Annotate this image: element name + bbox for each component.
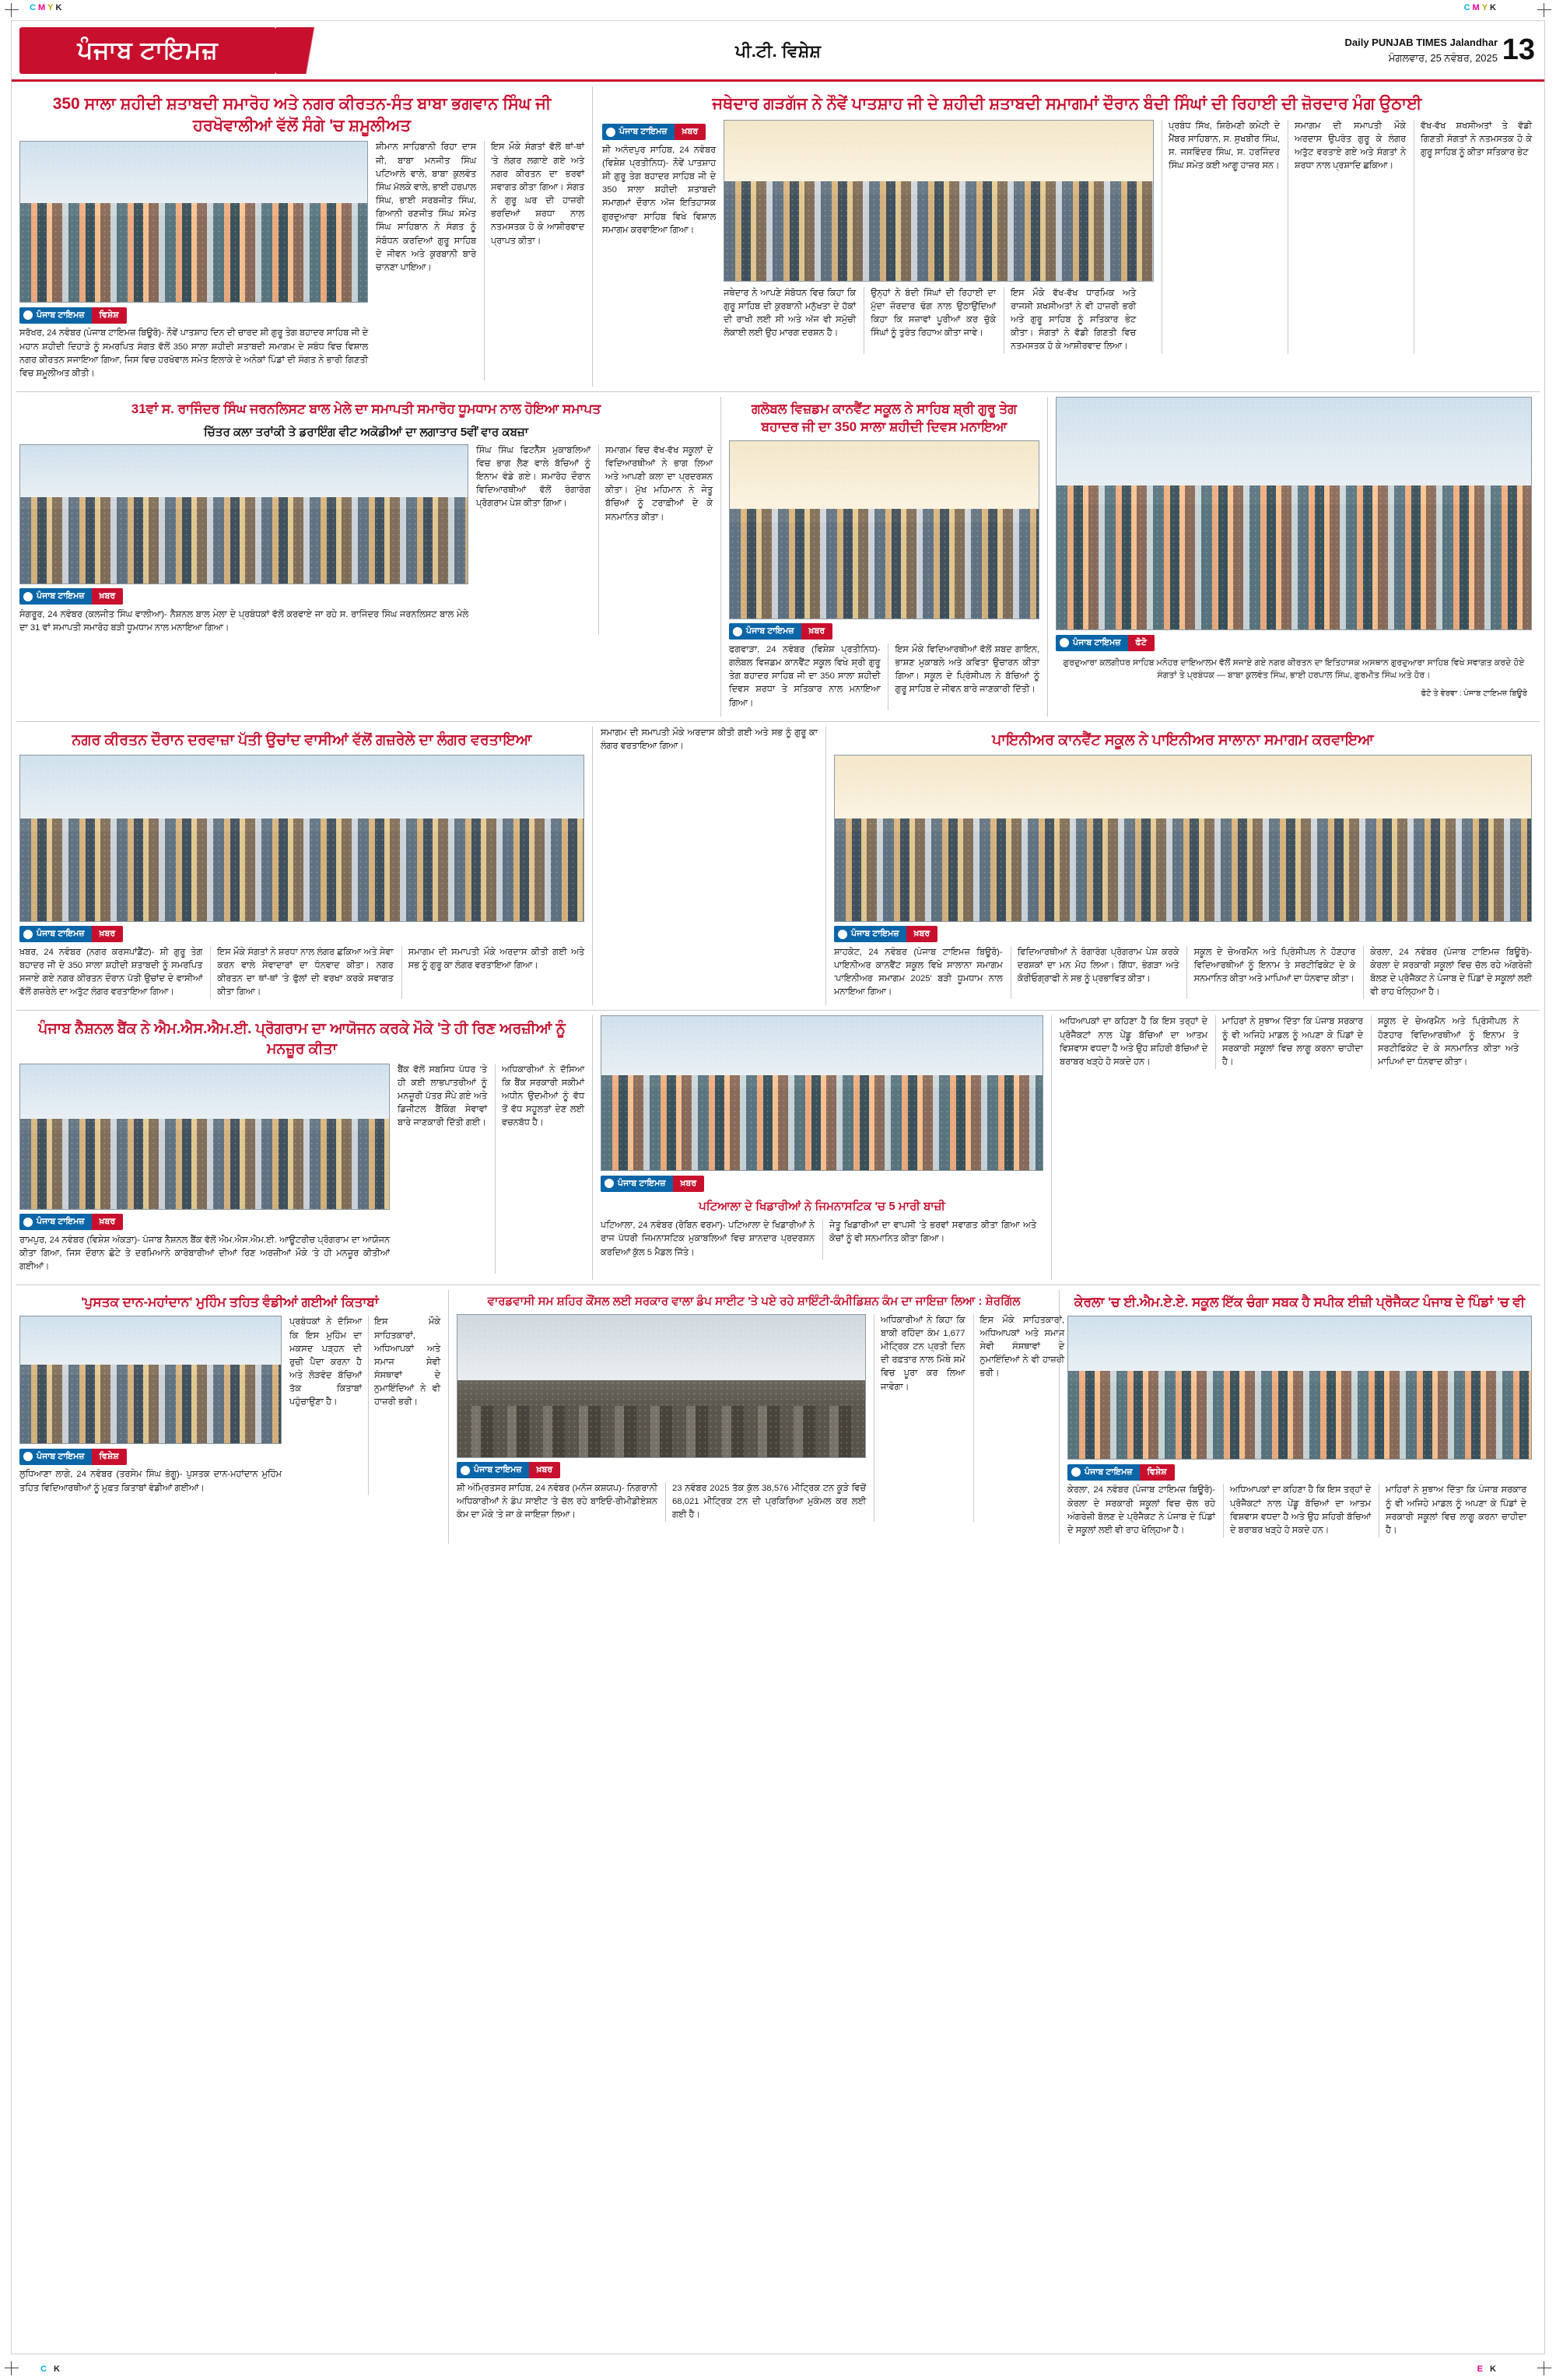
cmyk-strip-right: CMYK bbox=[1463, 3, 1498, 12]
credit-badge-blue: ਪੰਜਾਬ ਟਾਇਮਜ਼ bbox=[19, 1214, 92, 1230]
article-body-p1: ਸ਼ਾਹਕੋਟ, 24 ਨਵੰਬਰ (ਪੰਜਾਬ ਟਾਇਮਜ਼ ਬਿਊਰੋ)- ਪਾਇਨੀਅਰ ਕਾਨਵੈਂਟ ਸਕੂਲ ਵਿਖੇ ਸਾਲਾਨਾ ਸਮਾਗਮ 'ਪਾਇਨੀਅਰ ਸਮਾਗਮ 2025' ਬੜੀ ਧੂਮਧਾਮ ਨਾਲ ਮਨਾਇਆ ਗਿਆ। bbox=[834, 947, 1003, 997]
photo-credit bbox=[19, 1447, 282, 1466]
credit-badge-red: ਵਿਸ਼ੇਸ਼ bbox=[92, 307, 127, 324]
cmyk-strip-right-bottom: E K bbox=[1477, 2364, 1498, 2374]
article-photo bbox=[19, 755, 584, 922]
article-body-p2: ਸ਼ੀਮਾਨ ਸਾਹਿਬਾਨੀ ਰਿਹਾ ਦਾਸ ਜੀ, ਬਾਬਾ ਮਨਜੀਤ ਸਿੰਘ ਪਟਿਆਲੇ ਵਾਲੇ, ਬਾਬਾ ਕੁਲਵੰਤ ਸਿੰਘ ਮੱਲਕੇ ਵਾਲੇ, ਭਾਈ ਹਰਪਾਲ ਸਿੰਘ, ਭਾਈ ਸਰਬਜੀਤ ਸਿੰਘ, ਗਿਆਨੀ ਰਣਜੀਤ ਸਿੰਘ ਸਮੇਤ ਸਿੰਘ ਸਾਹਿਬਾਨ ਨੇ ਸੰਗਤ ਨੂੰ ਸੰਬੋਧਨ ਕਰਦਿਆਂ ਗੁਰੂ ਸਾਹਿਬ ਦੇ ਜੀਵਨ ਅਤੇ ਕੁਰਬਾਨੀ ਬਾਰੇ ਚਾਨਣਾ ਪਾਇਆ। bbox=[376, 142, 476, 272]
photo-credit bbox=[602, 123, 716, 142]
photo-credit bbox=[729, 622, 1039, 641]
article-body-p2: ਵਿਦਿਆਰਥੀਆਂ ਨੇ ਰੰਗਾਰੰਗ ਪ੍ਰੋਗਰਾਮ ਪੇਸ਼ ਕਰਕੇ ਦਰਸ਼ਕਾਂ ਦਾ ਮਨ ਮੋਹ ਲਿਆ। ਗਿੱਧਾ, ਭੰਗੜਾ ਅਤੇ ਕੋਰੀਓਗ੍ਰਾਫੀ ਨੇ ਸਭ ਨੂੰ ਪ੍ਰਭਾਵਿਤ ਕੀਤਾ। bbox=[1011, 946, 1179, 1000]
photo-credit bbox=[601, 1174, 1043, 1193]
subheadline: ਚਿੱਤਰ ਕਲਾ ਤਰਾਂਕੀ ਤੇ ਡਰਾਇੰਗ ਵੀਟ ਅਕੋਡੀਆਂ ਦਾ ਲਗਾਤਾਰ 5ਵੀਂ ਵਾਰ ਕਬਜ਼ਾ bbox=[203, 425, 529, 439]
headline: 350 ਸਾਲਾ ਸ਼ਹੀਦੀ ਸ਼ਤਾਬਦੀ ਸਮਾਰੋਹ ਅਤੇ ਨਗਰ ਕੀਰਤਨ-ਸੰਤ ਬਾਬਾ ਭਗਵਾਨ ਸਿੰਘ ਜੀ ਹਰਖੋਵਾਲੀਆਂ ਵੱਲੋਂ ਸੰਗੇ 'ਚ ਸ਼ਮੂਲੀਅਤ bbox=[52, 95, 552, 135]
article-photo bbox=[724, 120, 1154, 282]
headline: ਕੇਰਲਾ 'ਚ ਈ.ਐਮ.ਏ.ਏ. ਸਕੂਲ ਇੱਕ ਚੰਗਾ ਸਬਕ ਹੈ ਸਪੀਕ ਈਜ਼ੀ ਪ੍ਰੋਜੈਕਟ ਪੰਜਾਬ ਦੇ ਪਿੰਡਾਂ 'ਚ ਵੀ bbox=[1074, 1295, 1526, 1310]
article-global-wisdom-school bbox=[720, 397, 1047, 717]
credit-badge-red: ਖ਼ਬਰ bbox=[92, 926, 124, 942]
article-body-p3: ਉਨ੍ਹਾਂ ਨੇ ਬੰਦੀ ਸਿੰਘਾਂ ਦੀ ਰਿਹਾਈ ਦਾ ਮੁੱਦਾ ਜ਼ੋਰਦਾਰ ਢੰਗ ਨਾਲ ਉਠਾਉਂਦਿਆਂ ਕਿਹਾ ਕਿ ਸਜ਼ਾਵਾਂ ਪੂਰੀਆਂ ਕਰ ਚੁੱਕੇ ਸਿੰਘਾਂ ਨੂੰ ਤੁਰੰਤ ਰਿਹਾਅ ਕੀਤਾ ਜਾਵੇ। bbox=[864, 287, 996, 354]
article-pnb-msme bbox=[16, 1015, 592, 1280]
credit-badge-blue: ਪੰਜਾਬ ਟਾਇਮਜ਼ bbox=[457, 1462, 529, 1478]
article-subhead-text: ਵੱਖ-ਵੱਖ ਸ਼ਖਸੀਅਤਾਂ ਤੇ ਵੱਡੀ ਗਿਣਤੀ ਸੰਗਤਾਂ ਨੇ ਨਤਮਸਤਕ ਹੋ ਕੇ ਗੁਰੂ ਸਾਹਿਬ ਨੂੰ ਕੀਤਾ ਸਤਿਕਾਰ ਭੇਟ bbox=[1414, 120, 1532, 354]
article-jathedar-garhgajj bbox=[592, 86, 1535, 387]
article-patiala-gymnastics bbox=[592, 1015, 1051, 1280]
headline: ਪੰਜਾਬ ਨੈਸ਼ਨਲ ਬੈਂਕ ਨੇ ਐਮ.ਐਸ.ਐਮ.ਈ. ਪ੍ਰੋਗਰਾਮ ਦਾ ਆਯੋਜਨ ਕਰਕੇ ਮੌਕੇ 'ਤੇ ਹੀ ਰਿਣ ਅਰਜ਼ੀਆਂ ਨੂੰ ਮਨਜ਼ੂਰ ਕੀਤਾ bbox=[38, 1021, 566, 1057]
article-body-p3: ਇਸ ਮੌਕੇ ਸੰਗਤਾਂ ਵੱਲੋਂ ਥਾਂ-ਥਾਂ 'ਤੇ ਲੰਗਰ ਲਗਾਏ ਗਏ ਅਤੇ ਨਗਰ ਕੀਰਤਨ ਦਾ ਭਰਵਾਂ ਸਵਾਗਤ ਕੀਤਾ ਗਿਆ। ਸੰਗਤ ਨੇ ਗੁਰੂ ਘਰ ਦੀ ਹਾਜ਼ਰੀ ਭਰਦਿਆਂ ਸ਼ਰਧਾ ਨਾਲ ਨਤਮਸਤਕ ਹੋ ਕੇ ਆਸ਼ੀਰਵਾਦ ਪ੍ਰਾਪਤ ਕੀਤਾ। bbox=[484, 141, 584, 380]
cmyk-strip-left: CMYK bbox=[30, 3, 65, 12]
article-kerala-speak-easy bbox=[1059, 1290, 1535, 1544]
article-global-wisdom-continued bbox=[592, 727, 825, 1006]
article-body-p2: 23 ਨਵੰਬਰ 2025 ਤੱਕ ਕੁੱਲ 38,576 ਮੀਟ੍ਰਿਕ ਟਨ ਕੂੜੇ ਵਿਚੋਂ 68,021 ਮੀਟ੍ਰਿਕ ਟਨ ਦੀ ਪ੍ਰਕਿਰਿਆ ਮੁਕੰਮਲ ਕਰ ਲਈ ਗਈ ਹੈ। bbox=[665, 1482, 866, 1522]
credit-badge-blue: ਪੰਜਾਬ ਟਾਇਮਜ਼ bbox=[19, 307, 92, 324]
article-350-shahidi-shatabdi bbox=[16, 86, 592, 387]
article-body-p3: ਇਸ ਮੌਕੇ ਸਾਹਿਤਕਾਰਾਂ, ਅਧਿਆਪਕਾਂ ਅਤੇ ਸਮਾਜ ਸੇਵੀ ਸੰਸਥਾਵਾਂ ਦੇ ਨੁਮਾਇੰਦਿਆਂ ਨੇ ਵੀ ਹਾਜ਼ਰੀ ਭਰੀ। bbox=[368, 1316, 440, 1495]
article-photo bbox=[834, 755, 1532, 922]
credit-badge-red: ਵਿਸ਼ੇਸ਼ bbox=[1140, 1464, 1175, 1481]
headline: ਪਟਿਆਲਾ ਦੇ ਖਿਡਾਰੀਆਂ ਨੇ ਜਿਮਨਾਸਟਿਕ 'ਚ 5 ਮਾਰੀ ਬਾਜ਼ੀ bbox=[699, 1200, 945, 1214]
article-pustak-daan bbox=[16, 1290, 448, 1544]
feature-photo-block bbox=[1047, 397, 1535, 717]
credit-badge-red: ਖ਼ਬਰ bbox=[92, 588, 124, 605]
article-body-p3: ਮਾਹਿਰਾਂ ਨੇ ਸੁਝਾਅ ਦਿੱਤਾ ਕਿ ਪੰਜਾਬ ਸਰਕਾਰ ਨੂੰ ਵੀ ਅਜਿਹੇ ਮਾਡਲ ਨੂੰ ਅਪਣਾ ਕੇ ਪਿੰਡਾਂ ਦੇ ਸਰਕਾਰੀ ਸਕੂਲਾਂ ਵਿਚ ਲਾਗੂ ਕਰਨਾ ਚਾਹੀਦਾ ਹੈ। bbox=[1379, 1484, 1526, 1537]
article-body-p1: ਸਰੱਖਰ, 24 ਨਵੰਬਰ (ਪੰਜਾਬ ਟਾਇਮਜ਼ ਬਿਊਰੋ)- ਨੌਵੇਂ ਪਾਤਸ਼ਾਹ ਦਿਨ ਦੀ ਚਾਰਦ ਸ਼ੀ ਗੁਰੂ ਤੇਗ ਬਹਾਦਰ ਸਾਹਿਬ ਜੀ ਦੇ ਮਹਾਨ ਸ਼ਹੀਦੀ ਦਿਹਾੜੇ ਨੂੰ ਸਮਰਪਿਤ ਸੰਗਤ ਵੱਲੋਂ 350 ਸਾਲਾ ਸ਼ਹੀਦੀ ਸ਼ਤਾਬਦੀ ਸਮਾਗਮ ਦੇ ਸਬੰਧ ਵਿਚ ਵਿਸ਼ਾਲ ਨਗਰ ਕੀਰਤਨ ਸਜਾਇਆ ਗਿਆ, ਜਿਸ ਵਿਚ ਹਰਖੋਵਾਲ ਸਮੇਤ ਇਲਾਕੇ ਦੇ ਅਨੇਕਾਂ ਪਿੰਡਾਂ ਦੀ ਸੰਗਤ ਨੇ ਭਾਰੀ ਗਿਣਤੀ ਵਿਚ ਸ਼ਮੂਲੀਅਤ ਕੀਤੀ। bbox=[19, 328, 368, 378]
article-pioneer-convent bbox=[825, 727, 1535, 1006]
article-body-p1: ਲੁਧਿਆਣਾ ਲਾਗੇ, 24 ਨਵੰਬਰ (ਤਰਸੇਮ ਸਿੰਘ ਭੰਗੂ)- ਪੁਸਤਕ ਦਾਨ-ਮਹਾਂਦਾਨ ਮੁਹਿੰਮ ਤਹਿਤ ਵਿਦਿਆਰਥੀਆਂ ਨੂੰ ਮੁਫ਼ਤ ਕਿਤਾਬਾਂ ਵੰਡੀਆਂ ਗਈਆਂ। bbox=[19, 1470, 282, 1493]
article-body-p4: ਕੇਰਲਾ, 24 ਨਵੰਬਰ (ਪੰਜਾਬ ਟਾਇਮਜ਼ ਬਿਊਰੋ)- ਕੇਰਲਾ ਦੇ ਸਰਕਾਰੀ ਸਕੂਲਾਂ ਵਿਚ ਚੱਲ ਰਹੇ ਅੰਗਰੇਜ਼ੀ ਬੋਲਣ ਦੇ ਪ੍ਰੋਜੈਕਟ ਨੇ ਪੰਜਾਬ ਦੇ ਪਿੰਡਾਂ ਦੇ ਸਕੂਲਾਂ ਲਈ ਵੀ ਰਾਹ ਖੋਲ੍ਹਿਆ ਹੈ। bbox=[1363, 946, 1532, 1000]
article-kerala-continued-block bbox=[1051, 1015, 1535, 1280]
article-body-p1: ਫਗਵਾੜਾ, 24 ਨਵੰਬਰ (ਵਿਸ਼ੇਸ਼ ਪ੍ਰਤੀਨਿਧ)- ਗਲੋਬਲ ਵਿਜ਼ਡਮ ਕਾਨਵੈਂਟ ਸਕੂਲ ਵਿਖੇ ਸ਼੍ਰੀ ਗੁਰੂ ਤੇਗ ਬਹਾਦਰ ਸਾਹਿਬ ਜੀ ਦਾ 350 ਸਾਲਾ ਸ਼ਹੀਦੀ ਦਿਵਸ ਸ਼ਰਧਾ ਤੇ ਸਤਿਕਾਰ ਨਾਲ ਮਨਾਇਆ ਗਿਆ। bbox=[729, 644, 881, 708]
band-fifth bbox=[16, 1285, 1540, 1544]
article-body-p2: ਜਥੇਦਾਰ ਨੇ ਆਪਣੇ ਸੰਬੋਧਨ ਵਿਚ ਕਿਹਾ ਕਿ ਗੁਰੂ ਸਾਹਿਬ ਦੀ ਕੁਰਬਾਨੀ ਮਨੁੱਖਤਾ ਦੇ ਹੱਕਾਂ ਦੀ ਰਾਖੀ ਲਈ ਸੀ ਅਤੇ ਅੱਜ ਵੀ ਸਮੁੱਚੀ ਲੋਕਾਈ ਲਈ ਉਹ ਮਾਰਗ ਦਰਸ਼ਨ ਹੈ। bbox=[724, 288, 857, 338]
article-photo bbox=[19, 444, 468, 584]
article-body-p4: ਸਕੂਲ ਦੇ ਚੇਅਰਮੈਨ ਅਤੇ ਪ੍ਰਿੰਸੀਪਲ ਨੇ ਹੋਣਹਾਰ ਵਿਦਿਆਰਥੀਆਂ ਨੂੰ ਇਨਾਮ ਤੇ ਸਰਟੀਫਿਕੇਟ ਦੇ ਕੇ ਸਨਮਾਨਿਤ ਕੀਤਾ ਅਤੇ ਮਾਪਿਆਂ ਦਾ ਧੰਨਵਾਦ ਕੀਤਾ। bbox=[1371, 1015, 1519, 1069]
article-photo bbox=[1067, 1316, 1532, 1460]
article-body-p1: ਸ਼ੀ ਅਨੰਦਪੁਰ ਸਾਹਿਬ, 24 ਨਵੰਬਰ (ਵਿਸ਼ੇਸ਼ ਪ੍ਰਤੀਨਿਧ)- ਨੌਵੇਂ ਪਾਤਸ਼ਾਹ ਸ਼ੀ ਗੁਰੂ ਤੇਗ ਬਹਾਦਰ ਸਾਹਿਬ ਜੀ ਦੇ 350 ਸਾਲਾ ਸ਼ਹੀਦੀ ਸ਼ਤਾਬਦੀ ਸਮਾਗਮਾਂ ਦੌਰਾਨ ਅੱਜ ਇਤਿਹਾਸਕ ਗੁਰਦੁਆਰਾ ਸਾਹਿਬ ਵਿਖੇ ਵਿਸ਼ਾਲ ਸਮਾਗਮ ਕਰਵਾਇਆ ਗਿਆ। bbox=[602, 145, 717, 235]
article-body-p4: ਇਸ ਮੌਕੇ ਸਾਹਿਤਕਾਰਾਂ, ਅਧਿਆਪਕਾਂ ਅਤੇ ਸਮਾਜ ਸੇਵੀ ਸੰਸਥਾਵਾਂ ਦੇ ਨੁਮਾਇੰਦਿਆਂ ਨੇ ਵੀ ਹਾਜ਼ਰੀ ਭਰੀ। bbox=[973, 1314, 1065, 1522]
credit-badge-blue: ਪੰਜਾਬ ਟਾਇਮਜ਼ bbox=[1067, 1464, 1140, 1481]
headline: 31ਵਾਂ ਸ. ਰਾਜਿੰਦਰ ਸਿੰਘ ਜਰਨਲਿਸਟ ਬਾਲ ਮੇਲੇ ਦਾ ਸਮਾਪਤੀ ਸਮਾਰੋਹ ਧੂਮਧਾਮ ਨਾਲ ਹੋਇਆ ਸਮਾਪਤ bbox=[131, 401, 601, 417]
article-photo bbox=[457, 1314, 866, 1458]
article-photo bbox=[19, 141, 368, 303]
cmyk-strip-left-bottom: C K bbox=[40, 2364, 62, 2374]
article-langar-gajrela bbox=[16, 727, 592, 1006]
article-body-p3: ਅਧਿਕਾਰੀਆਂ ਨੇ ਦੱਸਿਆ ਕਿ ਬੈਂਕ ਸਰਕਾਰੀ ਸਕੀਮਾਂ ਅਧੀਨ ਉਦਮੀਆਂ ਨੂੰ ਵੱਧ ਤੋਂ ਵੱਧ ਸਹੂਲਤਾਂ ਦੇਣ ਲਈ ਵਚਨਬੱਧ ਹੈ। bbox=[495, 1064, 584, 1274]
section-title: ਪੀ.ਟੀ. ਵਿਸ਼ੇਸ਼ bbox=[734, 41, 822, 61]
credit-badge-blue: ਪੰਜਾਬ ਟਾਇਮਜ਼ bbox=[19, 588, 92, 605]
article-photo bbox=[729, 440, 1039, 619]
article-body-p1: ਖ਼ਬਰ, 24 ਨਵੰਬਰ (ਨਗਰ ਕਰਸਪਾਂਡੈਂਟ)- ਸ਼ੀ ਗੁਰੂ ਤੇਗ ਬਹਾਦਰ ਜੀ ਦੇ 350 ਸਾਲਾ ਸ਼ਹੀਦੀ ਸ਼ਤਾਬਦੀ ਨੂੰ ਸਮਰਪਿਤ ਸਜਾਏ ਗਏ ਨਗਰ ਕੀਰਤਨ ਦੌਰਾਨ ਪੱਤੀ ਉਚਾਂਦ ਦੇ ਵਾਸੀਆਂ ਵੱਲੋਂ ਗਜ਼ਰੇਲੇ ਦਾ ਅਤੁੱਟ ਲੰਗਰ ਵਰਤਾਇਆ ਗਿਆ। bbox=[19, 947, 203, 997]
article-body-p1: ਪਟਿਆਲਾ, 24 ਨਵੰਬਰ (ਰੋਬਿਨ ਵਰਮਾ)- ਪਟਿਆਲਾ ਦੇ ਖਿਡਾਰੀਆਂ ਨੇ ਰਾਜ ਪੱਧਰੀ ਜਿਮਨਾਸਟਿਕ ਮੁਕਾਬਲਿਆਂ ਵਿਚ ਸ਼ਾਨਦਾਰ ਪ੍ਰਦਰਸ਼ਨ ਕਰਦਿਆਂ ਕੁੱਲ 5 ਮੈਡਲ ਜਿੱਤੇ। bbox=[601, 1221, 815, 1257]
photo-credit bbox=[457, 1461, 866, 1480]
photo-credit bbox=[1056, 633, 1532, 652]
masthead-dateline bbox=[1345, 35, 1498, 65]
feature-photo bbox=[1056, 397, 1532, 630]
credit-badge-red: ਖ਼ਬਰ bbox=[673, 1176, 705, 1192]
article-body-p3: ਅਧਿਕਾਰੀਆਂ ਨੇ ਕਿਹਾ ਕਿ ਬਾਕੀ ਰਹਿੰਦਾ ਕੰਮ 1,677 ਮੀਟ੍ਰਿਕ ਟਨ ਪ੍ਰਤੀ ਦਿਨ ਦੀ ਰਫ਼ਤਾਰ ਨਾਲ ਮਿੱਥੇ ਸਮੇਂ ਵਿਚ ਪੂਰਾ ਕਰ ਲਿਆ ਜਾਵੇਗਾ। bbox=[874, 1314, 965, 1522]
headline: ਵਾਰਡਵਾਸੀ ਸਮ ਸ਼ਹਿਰ ਕੌਂਸਲ ਲਈ ਸਰਕਾਰ ਵਾਲਾ ਡੰਪ ਸਾਈਟ 'ਤੇ ਪਏ ਰਹੇ ਸ਼ਾਇੰਟੀ-ਕੰਮੀਡਿਸ਼ਨ ਕੰਮ ਦਾ ਜਾਇਜ਼ਾ ਲਿਆ : ਸ਼ੇਰਗਿੱਲ bbox=[487, 1295, 1021, 1309]
registration-mark bbox=[5, 3, 19, 17]
article-body-p3: ਸਮਾਗਮ ਵਿਚ ਵੱਖ-ਵੱਖ ਸਕੂਲਾਂ ਦੇ ਵਿਦਿਆਰਥੀਆਂ ਨੇ ਭਾਗ ਲਿਆ ਅਤੇ ਆਪਣੀ ਕਲਾ ਦਾ ਪ੍ਰਦਰਸ਼ਨ ਕੀਤਾ। ਮੁੱਖ ਮਹਿਮਾਨ ਨੇ ਜੇਤੂ ਬੱਚਿਆਂ ਨੂੰ ਟਰਾਫ਼ੀਆਂ ਦੇ ਕੇ ਸਨਮਾਨਿਤ ਕੀਤਾ। bbox=[598, 444, 713, 635]
credit-badge-blue: ਪੰਜਾਬ ਟਾਇਮਜ਼ bbox=[601, 1176, 673, 1192]
credit-badge-red: ਖ਼ਬਰ bbox=[529, 1462, 561, 1478]
article-body-p5: ਪ੍ਰਬੰਧ ਸਿੱਖ, ਸ਼ਿਰੋਮਣੀ ਕਮੇਟੀ ਦੇ ਮੈਂਬਰ ਸਾਹਿਬਾਨ, ਸ. ਸੁਖਬੀਰ ਸਿੰਘ, ਸ. ਜਸਵਿੰਦਰ ਸਿੰਘ, ਸ. ਹਰਜਿੰਦਰ ਸਿੰਘ ਸਮੇਤ ਕਈ ਆਗੂ ਹਾਜ਼ਰ ਸਨ। bbox=[1162, 120, 1280, 354]
masthead-date: ਮੰਗਲਵਾਰ, 25 ਨਵੰਬਰ, 2025 bbox=[1388, 51, 1498, 64]
article-body-extra: ਸਮਾਗਮ ਦੀ ਸਮਾਪਤੀ ਮੌਕੇ ਅਰਦਾਸ ਕੀਤੀ ਗਈ ਅਤੇ ਸਭ ਨੂੰ ਗੁਰੂ ਕਾ ਲੰਗਰ ਵਰਤਾਇਆ ਗਿਆ। bbox=[401, 946, 584, 1000]
article-photo bbox=[19, 1316, 282, 1444]
feature-photo-caption: ਗੁਰਦੁਆਰਾ ਕਲਗੀਧਰ ਸਾਹਿਬ ਮਨੋਹਰ ਦਾਇਆਲਮ ਵੱਲੋਂ ਸਜਾਏ ਗਏ ਨਗਰ ਕੀਰਤਨ ਦਾ ਇਤਿਹਾਸਕ ਅਸਥਾਨ ਗੁਰਦੁਆਰਾ ਸਾਹਿਬ ਵਿਖੇ ਸਵਾਗਤ ਕਰਦੇ ਹੋਏ ਸੰਗਤਾਂ ਤੇ ਪ੍ਰਬੰਧਕ — ਬਾਬਾ ਕੁਲਵੰਤ ਸਿੰਘ, ਭਾਈ ਹਰਪਾਲ ਸਿੰਘ, ਗੁਰਮੀਤ ਸਿੰਘ ਅਤੇ ਹੋਰ। bbox=[1063, 658, 1525, 680]
page-number: 13 bbox=[1502, 33, 1535, 66]
article-body-p1: ਸ਼ੀ ਅੰਮ੍ਰਿਤਸਰ ਸਾਹਿਬ, 24 ਨਵੰਬਰ (ਮਨੋਜ ਕਸ਼ਯਪ)- ਨਿਗਰਾਨੀ ਅਧਿਕਾਰੀਆਂ ਨੇ ਡੰਪ ਸਾਈਟ 'ਤੇ ਚੱਲ ਰਹੇ ਬਾਇਓ-ਰੀਮੀਡੀਏਸ਼ਨ ਕੰਮ ਦਾ ਮੌਕੇ 'ਤੇ ਜਾ ਕੇ ਜਾਇਜ਼ਾ ਲਿਆ। bbox=[457, 1483, 657, 1520]
headline: ਪਾਇਨੀਅਰ ਕਾਨਵੈਂਟ ਸਕੂਲ ਨੇ ਪਾਇਨੀਅਰ ਸਾਲਾਨਾ ਸਮਾਗਮ ਕਰਵਾਇਆ bbox=[992, 731, 1374, 748]
article-body-p4: ਇਸ ਮੌਕੇ ਵੱਖ-ਵੱਖ ਧਾਰਮਿਕ ਅਤੇ ਰਾਜਸੀ ਸ਼ਖਸੀਅਤਾਂ ਨੇ ਵੀ ਹਾਜ਼ਰੀ ਭਰੀ ਅਤੇ ਗੁਰੂ ਸਾਹਿਬ ਨੂੰ ਸਤਿਕਾਰ ਭੇਟ ਕੀਤਾ। ਸੰਗਤਾਂ ਨੇ ਵੱਡੀ ਗਿਣਤੀ ਵਿਚ ਨਤਮਸਤਕ ਹੋ ਕੇ ਆਸ਼ੀਰਵਾਦ ਲਿਆ। bbox=[1004, 287, 1136, 354]
article-bal-mela bbox=[16, 397, 720, 717]
article-body-p2: ਸਿੰਘ ਸਿੰਘ ਫਿਟਨੈੱਸ ਮੁਕਾਬਲਿਆਂ ਵਿਚ ਭਾਗ ਲੈਣ ਵਾਲੇ ਬੱਚਿਆਂ ਨੂੰ ਇਨਾਮ ਵੰਡੇ ਗਏ। ਸਮਾਰੋਹ ਦੌਰਾਨ ਵਿਦਿਆਰਥੀਆਂ ਵੱਲੋਂ ਰੰਗਾਰੰਗ ਪ੍ਰੋਗਰਾਮ ਪੇਸ਼ ਕੀਤਾ ਗਿਆ। bbox=[476, 445, 591, 509]
masthead bbox=[12, 21, 1544, 82]
masthead-brand: Daily PUNJAB TIMES Jalandhar bbox=[1344, 37, 1498, 48]
article-dump-site-review bbox=[448, 1290, 1064, 1544]
credit-badge-red: ਖ਼ਬਰ bbox=[675, 124, 706, 140]
credit-badge-blue: ਪੰਜਾਬ ਟਾਇਮਜ਼ bbox=[602, 124, 675, 140]
photo-credit bbox=[19, 306, 368, 324]
article-body-p3: ਸਕੂਲ ਦੇ ਚੇਅਰਮੈਨ ਅਤੇ ਪ੍ਰਿੰਸੀਪਲ ਨੇ ਹੋਣਹਾਰ ਵਿਦਿਆਰਥੀਆਂ ਨੂੰ ਇਨਾਮ ਤੇ ਸਰਟੀਫਿਕੇਟ ਦੇ ਕੇ ਸਨਮਾਨਿਤ ਕੀਤਾ ਅਤੇ ਮਾਪਿਆਂ ਦਾ ਧੰਨਵਾਦ ਕੀਤਾ। bbox=[1186, 946, 1355, 1000]
band-top bbox=[16, 86, 1540, 387]
article-body-p3: ਮਾਹਿਰਾਂ ਨੇ ਸੁਝਾਅ ਦਿੱਤਾ ਕਿ ਪੰਜਾਬ ਸਰਕਾਰ ਨੂੰ ਵੀ ਅਜਿਹੇ ਮਾਡਲ ਨੂੰ ਅਪਣਾ ਕੇ ਪਿੰਡਾਂ ਦੇ ਸਰਕਾਰੀ ਸਕੂਲਾਂ ਵਿਚ ਲਾਗੂ ਕਰਨਾ ਚਾਹੀਦਾ ਹੈ। bbox=[1215, 1015, 1363, 1069]
credit-badge-blue: ਪੰਜਾਬ ਟਾਇਮਜ਼ bbox=[19, 926, 92, 942]
article-body-continued: ਸਮਾਗਮ ਦੀ ਸਮਾਪਤੀ ਮੌਕੇ ਅਰਦਾਸ ਕੀਤੀ ਗਈ ਅਤੇ ਸਭ ਨੂੰ ਗੁਰੂ ਕਾ ਲੰਗਰ ਵਰਤਾਇਆ ਗਿਆ। bbox=[601, 727, 818, 751]
credit-badge-red: ਖ਼ਬਰ bbox=[906, 926, 938, 942]
credit-badge-blue: ਪੰਜਾਬ ਟਾਇਮਜ਼ bbox=[834, 926, 906, 942]
headline: ਗਲੋਬਲ ਵਿਜ਼ਡਮ ਕਾਨਵੈਂਟ ਸਕੂਲ ਨੇ ਸਾਹਿਬ ਸ਼੍ਰੀ ਗੁਰੂ ਤੇਗ ਬਹਾਦਰ ਜੀ ਦਾ 350 ਸਾਲਾ ਸ਼ਹੀਦੀ ਦਿਵਸ ਮਨਾਇਆ bbox=[751, 401, 1018, 434]
article-body-p1: ਰਾਮਪੁਰ, 24 ਨਵੰਬਰ (ਵਿਸ਼ੇਸ਼ ਅੰਕੜਾ)- ਪੰਜਾਬ ਨੈਸ਼ਨਲ ਬੈਂਕ ਵੱਲੋਂ ਐਮ.ਐਸ.ਐਮ.ਈ. ਆਊਟਰੀਚ ਪ੍ਰੋਗਰਾਮ ਦਾ ਆਯੋਜਨ ਕੀਤਾ ਗਿਆ, ਜਿਸ ਦੌਰਾਨ ਛੋਟੇ ਤੇ ਦਰਮਿਆਨੇ ਕਾਰੋਬਾਰੀਆਂ ਦੀਆਂ ਰਿਣ ਅਰਜ਼ੀਆਂ ਮੌਕੇ 'ਤੇ ਹੀ ਮਨਜ਼ੂਰ ਕੀਤੀਆਂ ਗਈਆਂ। bbox=[19, 1235, 390, 1271]
credit-badge-red: ਖ਼ਬਰ bbox=[92, 1214, 124, 1230]
article-body-p2: ਅਧਿਆਪਕਾਂ ਦਾ ਕਹਿਣਾ ਹੈ ਕਿ ਇਸ ਤਰ੍ਹਾਂ ਦੇ ਪ੍ਰੋਜੈਕਟਾਂ ਨਾਲ ਪੇਂਡੂ ਬੱਚਿਆਂ ਦਾ ਆਤਮ ਵਿਸ਼ਵਾਸ ਵਧਦਾ ਹੈ ਅਤੇ ਉਹ ਸ਼ਹਿਰੀ ਬੱਚਿਆਂ ਦੇ ਬਰਾਬਰ ਖੜ੍ਹੇ ਹੋ ਸਕਦੇ ਹਨ। bbox=[1060, 1017, 1207, 1067]
credit-badge-blue: ਪੰਜਾਬ ਟਾਇਮਜ਼ bbox=[729, 623, 801, 640]
page-content bbox=[12, 82, 1544, 1548]
credit-badge-red: ਵਿਸ਼ੇਸ਼ bbox=[92, 1449, 127, 1465]
headline: ਜਥੇਦਾਰ ਗੜਗੱਜ ਨੇ ਨੌਵੇਂ ਪਾਤਸ਼ਾਹ ਜੀ ਦੇ ਸ਼ਹੀਦੀ ਸ਼ਤਾਬਦੀ ਸਮਾਗਮਾਂ ਦੌਰਾਨ ਬੰਦੀ ਸਿੰਘਾਂ ਦੀ ਰਿਹਾਈ ਦੀ ਜ਼ੋਰਦਾਰ ਮੰਗ ਉਠਾਈ bbox=[712, 95, 1422, 113]
credit-badge-blue: ਪੰਜਾਬ ਟਾਇਮਜ਼ bbox=[19, 1449, 92, 1465]
photo-credit bbox=[19, 925, 584, 944]
band-second bbox=[16, 391, 1540, 717]
headline: 'ਪੁਸਤਕ ਦਾਨ-ਮਹਾਂਦਾਨ' ਮੁਹਿੰਮ ਤਹਿਤ ਵੰਡੀਆਂ ਗਈਆਂ ਕਿਤਾਬਾਂ bbox=[81, 1295, 379, 1310]
publication-logo-text: ਪੰਜਾਬ ਟਾਇਮਜ਼ bbox=[77, 36, 219, 64]
photo-credit bbox=[1067, 1463, 1532, 1481]
article-body-p2: ਬੈਂਕ ਵੱਲੋਂ ਸਬਸਿਧ ਪੱਧਰ 'ਤੇ ਹੀ ਕਈ ਲਾਭਪਾਤਰੀਆਂ ਨੂੰ ਮਨਜ਼ੂਰੀ ਪੱਤਰ ਸੌਂਪੇ ਗਏ ਅਤੇ ਡਿਜੀਟਲ ਬੈਂਕਿੰਗ ਸੇਵਾਵਾਂ ਬਾਰੇ ਜਾਣਕਾਰੀ ਦਿੱਤੀ ਗਈ। bbox=[398, 1064, 487, 1128]
article-photo bbox=[601, 1015, 1043, 1171]
registration-mark bbox=[1537, 3, 1551, 17]
article-body-p1: ਕੇਰਲਾ, 24 ਨਵੰਬਰ (ਪੰਜਾਬ ਟਾਇਮਜ਼ ਬਿਊਰੋ)- ਕੇਰਲਾ ਦੇ ਸਰਕਾਰੀ ਸਕੂਲਾਂ ਵਿਚ ਚੱਲ ਰਹੇ ਅੰਗਰੇਜ਼ੀ ਬੋਲਣ ਦੇ ਪ੍ਰੋਜੈਕਟ ਨੇ ਪੰਜਾਬ ਦੇ ਪਿੰਡਾਂ ਦੇ ਸਕੂਲਾਂ ਲਈ ਵੀ ਰਾਹ ਖੋਲ੍ਹਿਆ ਹੈ। bbox=[1067, 1485, 1215, 1535]
photo-credit bbox=[834, 925, 1532, 944]
band-fourth bbox=[16, 1010, 1540, 1280]
photo-credit bbox=[19, 587, 468, 606]
article-body-p2: ਪ੍ਰਬੰਧਕਾਂ ਨੇ ਦੱਸਿਆ ਕਿ ਇਸ ਮੁਹਿੰਮ ਦਾ ਮਕਸਦ ਪੜ੍ਹਨ ਦੀ ਰੁਚੀ ਪੈਦਾ ਕਰਨਾ ਹੈ ਅਤੇ ਲੋੜਵੰਦ ਬੱਚਿਆਂ ਤੱਕ ਕਿਤਾਬਾਂ ਪਹੁੰਚਾਉਣਾ ਹੈ। bbox=[289, 1317, 362, 1407]
registration-mark bbox=[5, 2361, 19, 2375]
print-marks-top bbox=[0, 0, 1556, 20]
credit-badge-blue: ਪੰਜਾਬ ਟਾਇਮਜ਼ bbox=[1056, 635, 1128, 651]
credit-badge-red: ਖ਼ਬਰ bbox=[801, 623, 833, 640]
article-body-p2: ਅਧਿਆਪਕਾਂ ਦਾ ਕਹਿਣਾ ਹੈ ਕਿ ਇਸ ਤਰ੍ਹਾਂ ਦੇ ਪ੍ਰੋਜੈਕਟਾਂ ਨਾਲ ਪੇਂਡੂ ਬੱਚਿਆਂ ਦਾ ਆਤਮ ਵਿਸ਼ਵਾਸ ਵਧਦਾ ਹੈ ਅਤੇ ਉਹ ਸ਼ਹਿਰੀ ਬੱਚਿਆਂ ਦੇ ਬਰਾਬਰ ਖੜ੍ਹੇ ਹੋ ਸਕਦੇ ਹਨ। bbox=[1223, 1484, 1371, 1537]
registration-mark bbox=[1537, 2361, 1551, 2375]
article-body-p2: ਜੇਤੂ ਖਿਡਾਰੀਆਂ ਦਾ ਵਾਪਸੀ 'ਤੇ ਭਰਵਾਂ ਸਵਾਗਤ ਕੀਤਾ ਗਿਆ ਅਤੇ ਕੋਚਾਂ ਨੂੰ ਵੀ ਸਨਮਾਨਿਤ ਕੀਤਾ ਗਿਆ। bbox=[822, 1219, 1036, 1259]
article-body-p6: ਸਮਾਗਮ ਦੀ ਸਮਾਪਤੀ ਮੌਕੇ ਅਰਦਾਸ ਉਪਰੰਤ ਗੁਰੂ ਕੇ ਲੰਗਰ ਅਤੁੱਟ ਵਰਤਾਏ ਗਏ ਅਤੇ ਸੰਗਤਾਂ ਨੇ ਸ਼ਰਧਾ ਨਾਲ ਪ੍ਰਸ਼ਾਦਿ ਛਕਿਆ। bbox=[1288, 120, 1406, 354]
article-body-p1: ਸੰਗਰੂਰ, 24 ਨਵੰਬਰ (ਕਲਜੀਤ ਸਿੰਘ ਵਾਲੀਆ)- ਨੈਸ਼ਨਲ ਬਾਲ ਮੇਲਾ ਦੇ ਪ੍ਰਬੰਧਕਾਂ ਵੱਲੋਂ ਕਰਵਾਏ ਜਾ ਰਹੇ ਸ. ਰਾਜਿੰਦਰ ਸਿੰਘ ਜਰਨਲਿਸਟ ਬਾਲ ਮੇਲੇ ਦਾ 31 ਵਾਂ ਸਮਾਪਤੀ ਸਮਾਰੋਹ ਬੜੀ ਧੂਮਧਾਮ ਨਾਲ ਮਨਾਇਆ ਗਿਆ। bbox=[19, 609, 468, 633]
article-body-p2: ਇਸ ਮੌਕੇ ਵਿਦਿਆਰਥੀਆਂ ਵੱਲੋਂ ਸ਼ਬਦ ਗਾਇਨ, ਭਾਸ਼ਣ ਮੁਕਾਬਲੇ ਅਤੇ ਕਵਿਤਾ ਉਚਾਰਨ ਕੀਤਾ ਗਿਆ। ਸਕੂਲ ਦੇ ਪ੍ਰਿੰਸੀਪਲ ਨੇ ਬੱਚਿਆਂ ਨੂੰ ਗੁਰੂ ਸਾਹਿਬ ਦੇ ਜੀਵਨ ਬਾਰੇ ਜਾਣਕਾਰੀ ਦਿੱਤੀ। bbox=[888, 643, 1039, 710]
print-marks-bottom bbox=[0, 2360, 1556, 2380]
feature-photo-credit-line: ਫੋਟੋ ਤੇ ਵੇਰਵਾ : ਪੰਜਾਬ ਟਾਇਮਜ਼ ਬਿਊਰੋ bbox=[1421, 689, 1527, 698]
credit-badge-red: ਫੋਟੋ bbox=[1128, 635, 1155, 651]
headline: ਨਗਰ ਕੀਰਤਨ ਦੌਰਾਨ ਦਰਵਾਜ਼ਾ ਪੱਤੀ ਉਚਾਂਦ ਵਾਸੀਆਂ ਵੱਲੋਂ ਗਜ਼ਰੇਲੇ ਦਾ ਲੰਗਰ ਵਰਤਾਇਆ bbox=[72, 731, 532, 748]
photo-credit bbox=[19, 1213, 390, 1232]
article-body-p2: ਇਸ ਮੌਕੇ ਸੰਗਤਾਂ ਨੇ ਸ਼ਰਧਾ ਨਾਲ ਲੰਗਰ ਛਕਿਆ ਅਤੇ ਸੇਵਾ ਕਰਨ ਵਾਲੇ ਸੇਵਾਦਾਰਾਂ ਦਾ ਧੰਨਵਾਦ ਕੀਤਾ। ਨਗਰ ਕੀਰਤਨ ਦਾ ਥਾਂ-ਥਾਂ 'ਤੇ ਫੁੱਲਾਂ ਦੀ ਵਰਖਾ ਕਰਕੇ ਸਵਾਗਤ ਕੀਤਾ ਗਿਆ। bbox=[210, 946, 393, 1000]
newspaper-page bbox=[11, 20, 1545, 2354]
band-third bbox=[16, 721, 1540, 1006]
article-photo bbox=[19, 1064, 390, 1210]
